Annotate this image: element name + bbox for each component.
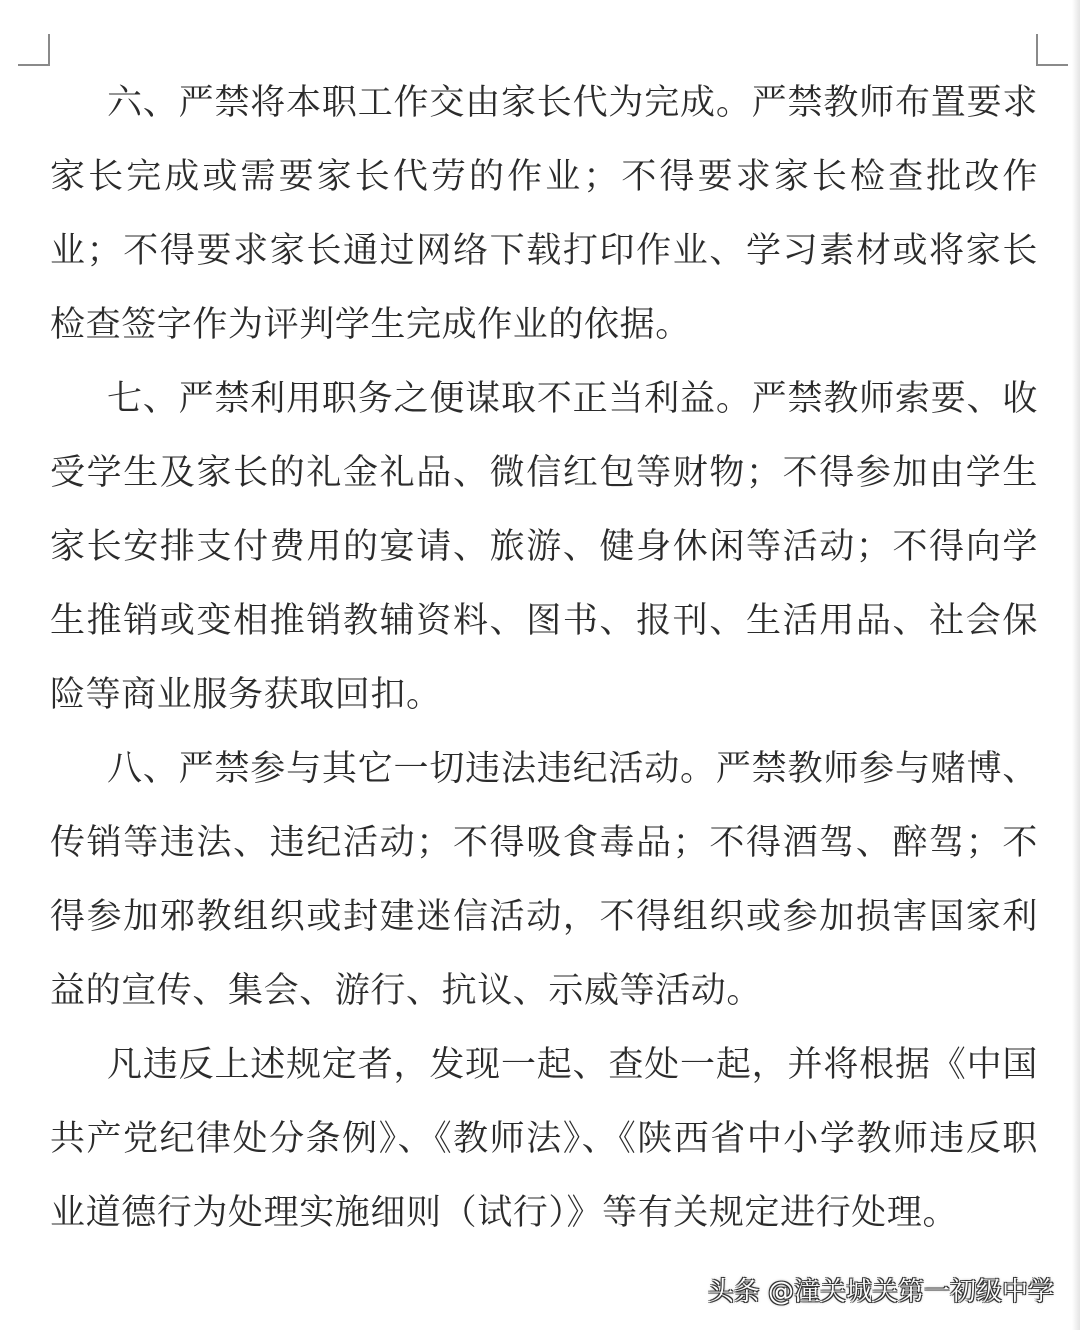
document-body [50,66,1038,1250]
page-edge-shadow [1072,0,1080,1330]
source-watermark: 头条 @潼关城关第一初级中学 [707,1277,1054,1307]
paragraph-penalty-clause: 凡违反上述规定者，发现一起、查处一起，并将根据《中国共产党纪律处分条例》、《教师法》、《陕西省中小学教师违反职业道德行为处理实施细则（试行）》等有关规定进行处理。 [50,1045,1038,1233]
page-corner-mark-right [1036,34,1068,66]
paragraph-rule-seven: 七、严禁利用职务之便谋取不正当利益。严禁教师索要、收受学生及家长的礼金礼品、微信红包等财物；不得参加由学生家长安排支付费用的宴请、旅游、健身休闲等活动；不得向学生推销或变相推销教辅资料、图书、报刊、生活用品、社会保险等商业服务获取回扣。 [50,379,1038,715]
paragraph-rule-eight: 八、严禁参与其它一切违法违纪活动。严禁教师参与赌博、传销等违法、违纪活动；不得吸食毒品；不得酒驾、醉驾；不得参加邪教组织或封建迷信活动，不得组织或参加损害国家利益的宣传、集会、游行、抗议、示威等活动。 [50,749,1038,1011]
page-corner-mark-left [18,34,50,66]
paragraph-rule-six: 六、严禁将本职工作交由家长代为完成。严禁教师布置要求家长完成或需要家长代劳的作业；不得要求家长检查批改作业；不得要求家长通过网络下载打印作业、学习素材或将家长检查签字作为评判学生完成作业的依据。 [50,83,1038,345]
